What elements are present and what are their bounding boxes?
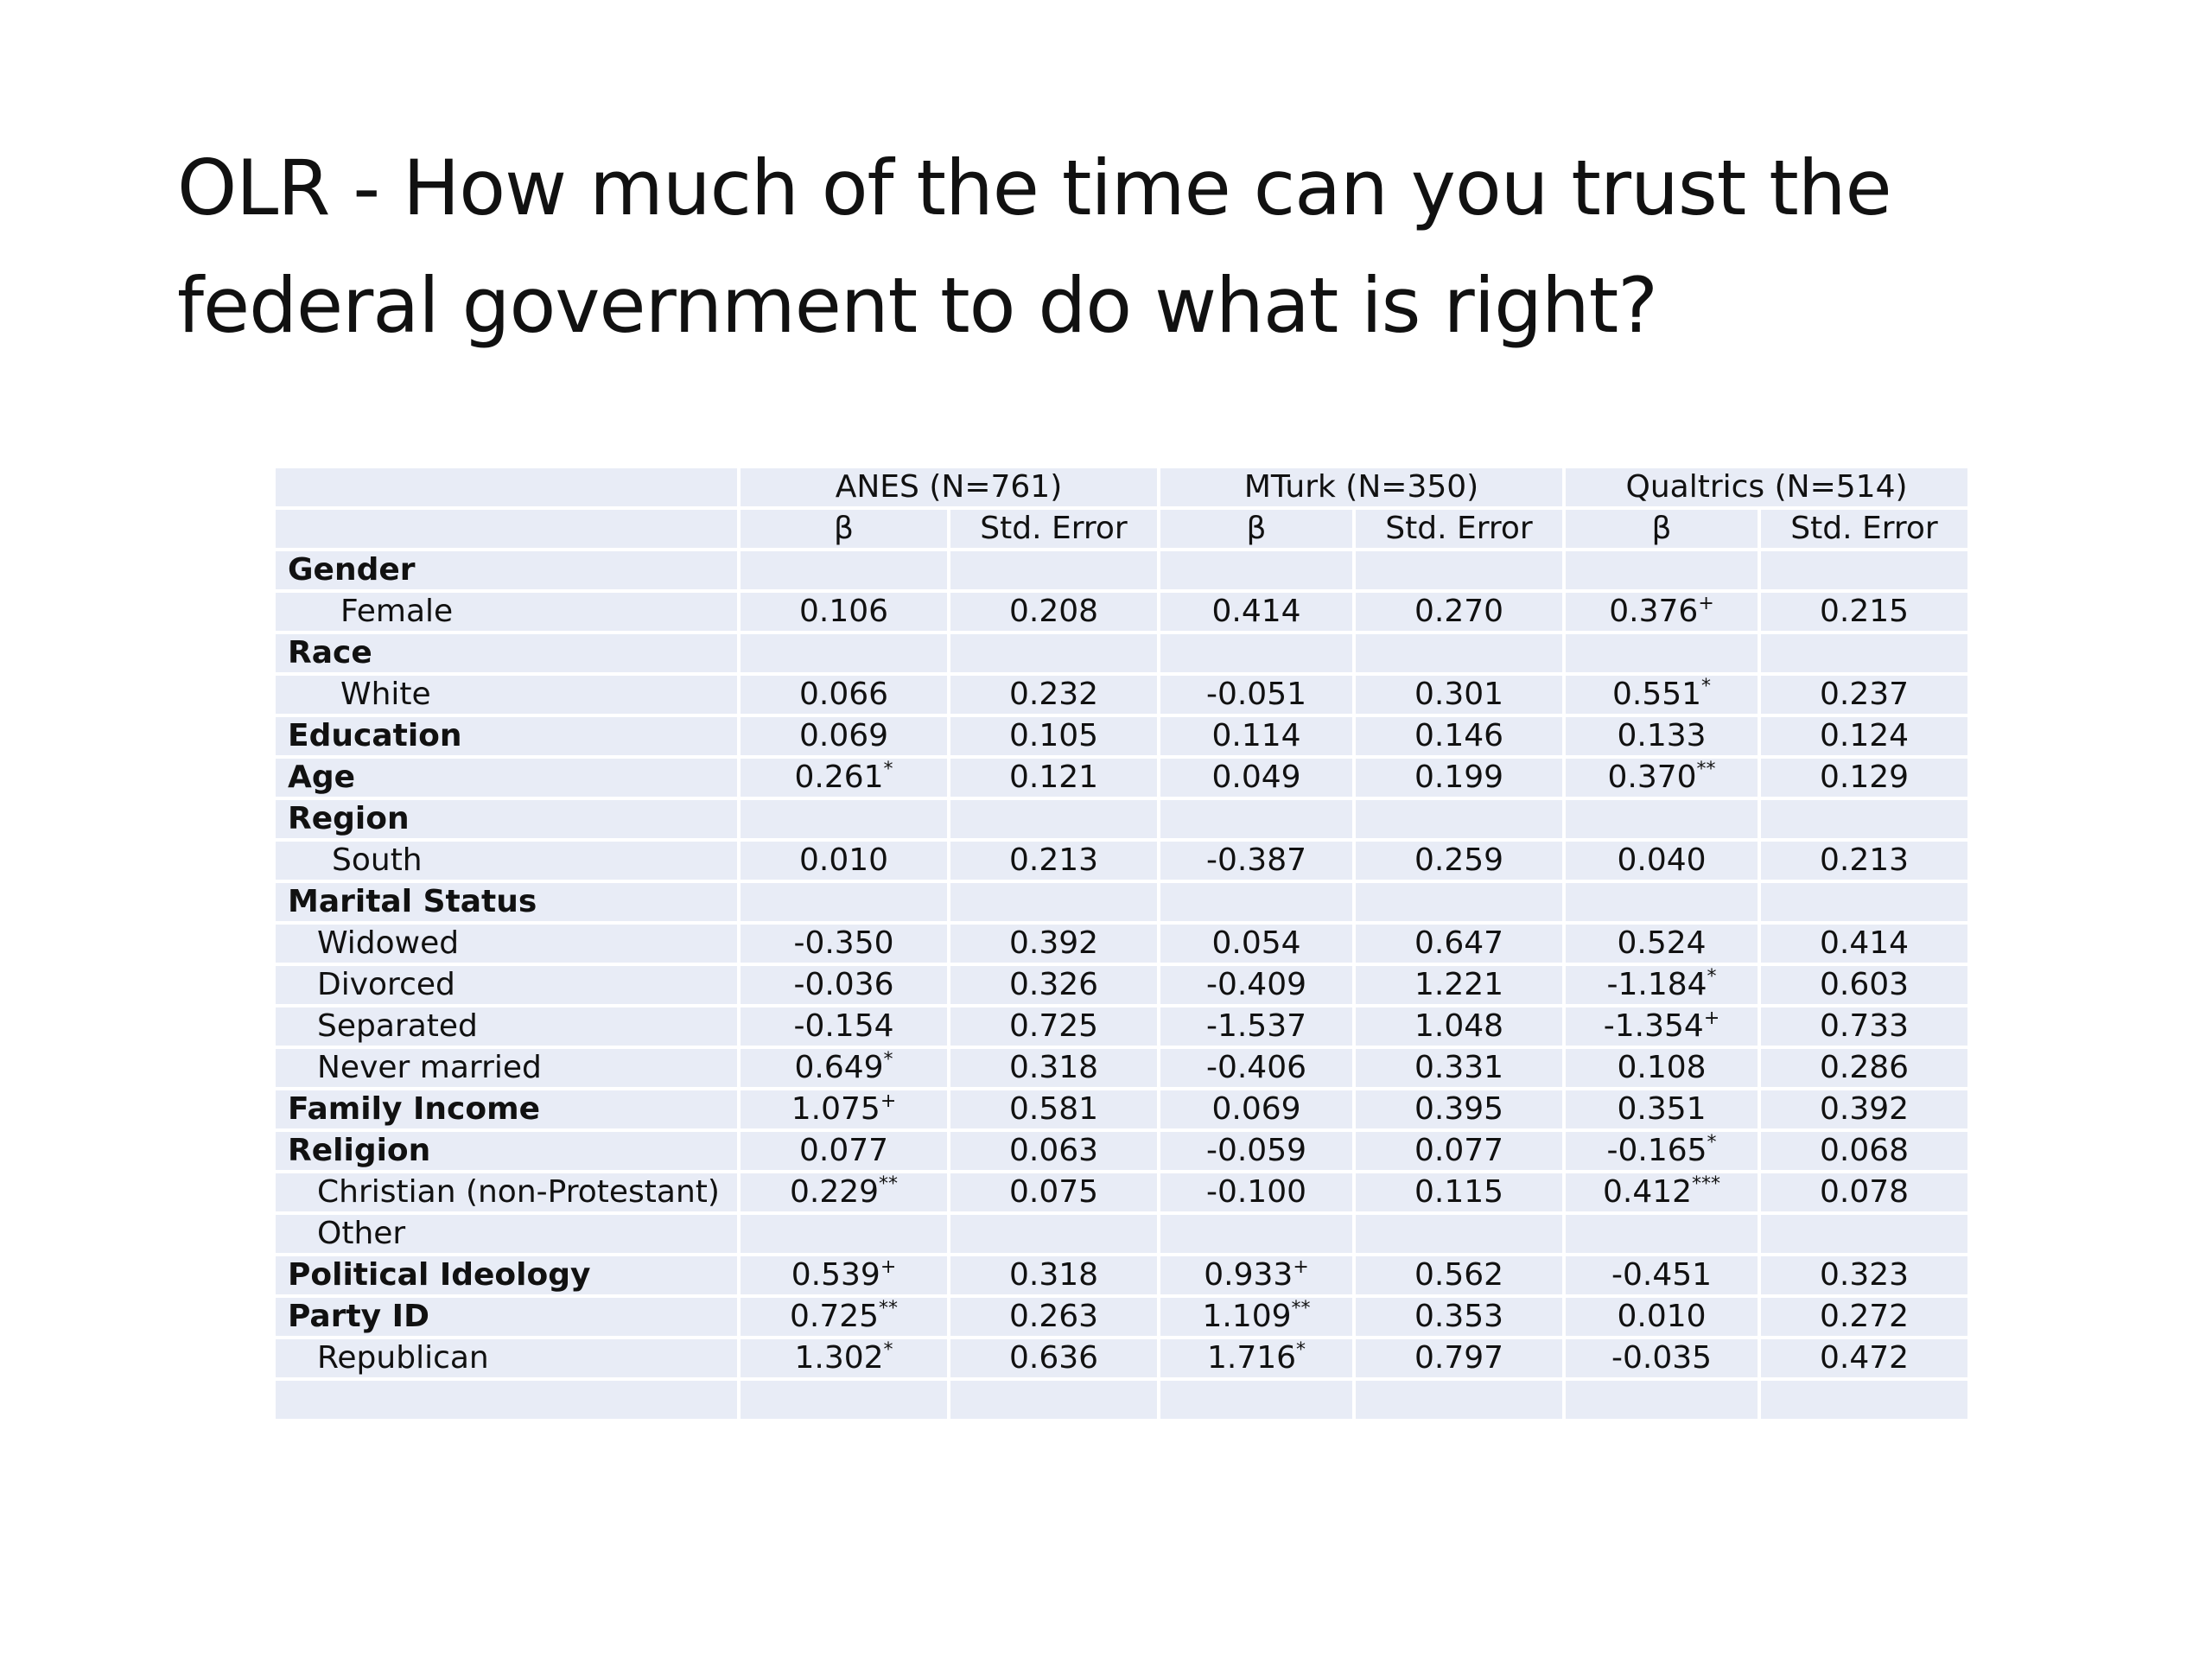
significance-marker: *	[883, 1049, 893, 1071]
significance-marker: +	[1703, 1007, 1720, 1029]
beta-cell	[1159, 550, 1354, 591]
cell-value: 0.392	[1008, 925, 1099, 961]
cell-value: 0.078	[1819, 1174, 1910, 1210]
std-error-cell	[1354, 840, 1564, 881]
table-row	[274, 632, 1969, 674]
beta-cell	[1564, 881, 1759, 923]
std-error-cell	[1354, 550, 1564, 591]
cell-value: 0.049	[1211, 760, 1301, 795]
beta-cell	[1159, 964, 1354, 1006]
cell-value: 0.286	[1819, 1050, 1910, 1085]
cell-value: 0.077	[798, 1133, 889, 1168]
cell-value: 0.069	[1211, 1091, 1301, 1127]
table-row	[274, 550, 1969, 591]
beta-cell	[1159, 1047, 1354, 1089]
std-error-cell	[1354, 1255, 1564, 1296]
header-empty-cell	[274, 467, 739, 508]
beta-cell	[1564, 1172, 1759, 1213]
significance-marker: *	[883, 759, 893, 780]
std-error-cell	[1759, 632, 1969, 674]
std-error-cell	[1354, 1172, 1564, 1213]
cell-value: 0.232	[1008, 677, 1099, 712]
std-error-cell	[949, 1255, 1159, 1296]
cell-value: 0.066	[798, 677, 889, 712]
std-error-cell	[1759, 1255, 1969, 1296]
beta-cell	[739, 1172, 949, 1213]
std-error-cell	[949, 757, 1159, 798]
cell-value: -1.184	[1606, 967, 1707, 1002]
row-label: Divorced	[274, 964, 739, 1006]
cell-value: -1.354	[1603, 1008, 1704, 1044]
beta-cell	[739, 840, 949, 881]
cell-value: 0.215	[1819, 594, 1910, 629]
regression-table	[272, 465, 1971, 1422]
row-label: Education	[274, 715, 739, 757]
cell-value: 0.261	[794, 760, 884, 795]
cell-value: 1.302	[794, 1340, 884, 1376]
cell-value: 0.353	[1414, 1299, 1504, 1334]
row-label: Widowed	[274, 923, 739, 964]
beta-cell	[1564, 632, 1759, 674]
subheader-beta: β	[1564, 508, 1759, 550]
beta-cell	[739, 964, 949, 1006]
std-error-cell	[1759, 798, 1969, 840]
cell-value: 0.040	[1617, 842, 1707, 878]
table-row	[274, 1172, 1969, 1213]
cell-value: 0.229	[789, 1174, 880, 1210]
beta-cell	[739, 881, 949, 923]
cell-value: 0.054	[1211, 925, 1301, 961]
beta-cell	[1564, 798, 1759, 840]
cell-value: 0.146	[1414, 718, 1504, 753]
std-error-cell	[1354, 1006, 1564, 1047]
beta-cell	[1564, 1255, 1759, 1296]
beta-cell	[739, 923, 949, 964]
table-row	[274, 715, 1969, 757]
std-error-cell	[1354, 715, 1564, 757]
table-row	[274, 1130, 1969, 1172]
beta-cell	[1159, 1006, 1354, 1047]
significance-marker: +	[880, 1090, 897, 1112]
std-error-cell	[1354, 591, 1564, 632]
beta-cell	[739, 798, 949, 840]
cell-value: 0.395	[1414, 1091, 1504, 1127]
std-error-cell	[1759, 1130, 1969, 1172]
cell-value: 1.716	[1206, 1340, 1297, 1376]
beta-cell	[1159, 1338, 1354, 1379]
cell-value: 0.063	[1008, 1133, 1099, 1168]
significance-marker: **	[1696, 759, 1716, 780]
cell-value: 1.109	[1202, 1299, 1292, 1334]
beta-cell	[739, 550, 949, 591]
cell-value: 0.414	[1819, 925, 1910, 961]
cell-value: -0.036	[793, 967, 894, 1002]
std-error-cell	[949, 881, 1159, 923]
std-error-cell	[1354, 1130, 1564, 1172]
beta-cell	[1564, 591, 1759, 632]
cell-value: -0.165	[1606, 1133, 1707, 1168]
cell-value: 0.725	[789, 1299, 880, 1334]
beta-cell	[1564, 674, 1759, 715]
beta-cell	[1159, 1255, 1354, 1296]
subheader-std-error: Std. Error	[1354, 508, 1564, 550]
std-error-cell	[1759, 923, 1969, 964]
std-error-cell	[1759, 1089, 1969, 1130]
beta-cell	[739, 674, 949, 715]
std-error-cell	[1354, 1296, 1564, 1338]
row-label: Republican	[274, 1338, 739, 1379]
std-error-cell	[949, 674, 1159, 715]
cell-value: 0.323	[1819, 1257, 1910, 1293]
std-error-cell	[1759, 840, 1969, 881]
cell-value: 0.237	[1819, 677, 1910, 712]
beta-cell	[739, 1047, 949, 1089]
row-label: Separated	[274, 1006, 739, 1047]
subheader-std-error: Std. Error	[949, 508, 1159, 550]
cell-value: 0.105	[1008, 718, 1099, 753]
cell-value: 0.647	[1414, 925, 1504, 961]
std-error-cell	[1354, 1338, 1564, 1379]
cell-value: 0.392	[1819, 1091, 1910, 1127]
std-error-cell	[1354, 757, 1564, 798]
std-error-cell	[1354, 1379, 1564, 1421]
cell-value: 0.213	[1819, 842, 1910, 878]
cell-value: 0.108	[1617, 1050, 1707, 1085]
cell-value: 0.414	[1211, 594, 1301, 629]
beta-cell	[1564, 1296, 1759, 1338]
cell-value: 0.075	[1008, 1174, 1099, 1210]
table-row	[274, 591, 1969, 632]
beta-cell	[1564, 1338, 1759, 1379]
std-error-cell	[1759, 591, 1969, 632]
cell-value: 1.221	[1414, 967, 1504, 1002]
significance-marker: +	[880, 1256, 897, 1278]
cell-value: 0.376	[1609, 594, 1699, 629]
std-error-cell	[1354, 923, 1564, 964]
std-error-cell	[1759, 1296, 1969, 1338]
beta-cell	[1159, 881, 1354, 923]
std-error-cell	[949, 1130, 1159, 1172]
std-error-cell	[1759, 881, 1969, 923]
significance-marker: *	[883, 1339, 893, 1361]
significance-marker: **	[879, 1173, 899, 1195]
cell-value: -0.409	[1205, 967, 1307, 1002]
std-error-cell	[1354, 1089, 1564, 1130]
cell-value: 0.010	[798, 842, 889, 878]
beta-cell	[1159, 1172, 1354, 1213]
std-error-cell	[949, 715, 1159, 757]
table-row	[274, 881, 1969, 923]
std-error-cell	[1354, 674, 1564, 715]
significance-marker: *	[1707, 1132, 1717, 1154]
cell-value: 0.562	[1414, 1257, 1504, 1293]
cell-value: 0.318	[1008, 1257, 1099, 1293]
significance-marker: *	[1296, 1339, 1306, 1361]
cell-value: 0.318	[1008, 1050, 1099, 1085]
beta-cell	[1159, 1089, 1354, 1130]
std-error-cell	[1354, 632, 1564, 674]
cell-value: 0.733	[1819, 1008, 1910, 1044]
cell-value: 0.208	[1008, 594, 1099, 629]
cell-value: -0.350	[793, 925, 894, 961]
std-error-cell	[949, 923, 1159, 964]
row-label: Never married	[274, 1047, 739, 1089]
cell-value: 0.124	[1819, 718, 1910, 753]
std-error-cell	[1759, 1006, 1969, 1047]
cell-value: 0.649	[794, 1050, 884, 1085]
beta-cell	[1159, 591, 1354, 632]
std-error-cell	[949, 591, 1159, 632]
cell-value: 0.199	[1414, 760, 1504, 795]
cell-value: 0.129	[1819, 760, 1910, 795]
row-label: White	[274, 674, 739, 715]
std-error-cell	[949, 840, 1159, 881]
significance-marker: ***	[1692, 1173, 1721, 1195]
row-label: Female	[274, 591, 739, 632]
cell-value: 0.551	[1611, 677, 1702, 712]
cell-value: 0.077	[1414, 1133, 1504, 1168]
cell-value: 0.636	[1008, 1340, 1099, 1376]
std-error-cell	[1759, 964, 1969, 1006]
cell-value: 0.524	[1617, 925, 1707, 961]
cell-value: 0.539	[791, 1257, 880, 1293]
beta-cell	[1564, 964, 1759, 1006]
std-error-cell	[1759, 1172, 1969, 1213]
beta-cell	[1564, 1379, 1759, 1421]
row-label: Age	[274, 757, 739, 798]
beta-cell	[1564, 1006, 1759, 1047]
cell-value: 0.326	[1008, 967, 1099, 1002]
row-label	[274, 1379, 739, 1421]
table-row	[274, 1296, 1969, 1338]
significance-marker: **	[879, 1298, 899, 1319]
beta-cell	[1159, 757, 1354, 798]
beta-cell	[1159, 674, 1354, 715]
std-error-cell	[949, 632, 1159, 674]
cell-value: -1.537	[1205, 1008, 1307, 1044]
significance-marker: **	[1291, 1298, 1311, 1319]
cell-value: 0.933	[1204, 1257, 1294, 1293]
significance-marker: +	[1698, 593, 1714, 614]
table-row	[274, 923, 1969, 964]
table-row	[274, 757, 1969, 798]
std-error-cell	[1759, 1379, 1969, 1421]
std-error-cell	[949, 798, 1159, 840]
row-label: Gender	[274, 550, 739, 591]
beta-cell	[1159, 798, 1354, 840]
cell-value: 0.121	[1008, 760, 1099, 795]
beta-cell	[739, 1255, 949, 1296]
beta-cell	[1159, 632, 1354, 674]
beta-cell	[739, 1089, 949, 1130]
group-header-qualtrics: Qualtrics (N=514)	[1564, 467, 1969, 508]
cell-value: 0.472	[1819, 1340, 1910, 1376]
std-error-cell	[1354, 964, 1564, 1006]
cell-value: 0.412	[1602, 1174, 1693, 1210]
row-label: South	[274, 840, 739, 881]
cell-value: 0.133	[1617, 718, 1707, 753]
std-error-cell	[1759, 1338, 1969, 1379]
beta-cell	[1564, 1213, 1759, 1255]
row-label: Other	[274, 1213, 739, 1255]
cell-value: -0.387	[1205, 842, 1307, 878]
group-header-anes: ANES (N=761)	[739, 467, 1159, 508]
beta-cell	[739, 1296, 949, 1338]
std-error-cell	[1759, 757, 1969, 798]
table-row	[274, 1255, 1969, 1296]
cell-value: 0.270	[1414, 594, 1504, 629]
table-row	[274, 1338, 1969, 1379]
table-row	[274, 1006, 1969, 1047]
cell-value: -0.100	[1205, 1174, 1307, 1210]
cell-value: -0.059	[1205, 1133, 1307, 1168]
std-error-cell	[949, 1338, 1159, 1379]
cell-value: -0.406	[1205, 1050, 1307, 1085]
cell-value: 0.115	[1414, 1174, 1504, 1210]
table-row	[274, 964, 1969, 1006]
beta-cell	[739, 591, 949, 632]
cell-value: 0.272	[1819, 1299, 1910, 1334]
significance-marker: *	[1707, 966, 1717, 988]
std-error-cell	[1354, 1213, 1564, 1255]
significance-marker: *	[1701, 676, 1712, 697]
std-error-cell	[1354, 881, 1564, 923]
beta-cell	[1564, 923, 1759, 964]
std-error-cell	[1759, 1213, 1969, 1255]
std-error-cell	[1354, 798, 1564, 840]
beta-cell	[739, 715, 949, 757]
std-error-cell	[1759, 1047, 1969, 1089]
beta-cell	[1564, 757, 1759, 798]
row-label: Race	[274, 632, 739, 674]
cell-value: 0.259	[1414, 842, 1504, 878]
beta-cell	[1564, 1089, 1759, 1130]
group-header-row	[274, 467, 1969, 508]
row-label: Marital Status	[274, 881, 739, 923]
beta-cell	[739, 632, 949, 674]
row-label: Political Ideology	[274, 1255, 739, 1296]
subheader-beta: β	[739, 508, 949, 550]
cell-value: 0.106	[798, 594, 889, 629]
cell-value: -0.451	[1611, 1257, 1713, 1293]
beta-cell	[739, 1006, 949, 1047]
cell-value: 1.075	[791, 1091, 880, 1127]
beta-cell	[1564, 840, 1759, 881]
beta-cell	[739, 757, 949, 798]
regression-table-container	[272, 465, 1961, 1422]
row-label: Religion	[274, 1130, 739, 1172]
significance-marker: +	[1293, 1256, 1309, 1278]
cell-value: 0.114	[1211, 718, 1301, 753]
beta-cell	[1564, 1047, 1759, 1089]
std-error-cell	[1759, 550, 1969, 591]
cell-value: 0.068	[1819, 1133, 1910, 1168]
cell-value: 0.351	[1617, 1091, 1707, 1127]
beta-cell	[1564, 550, 1759, 591]
cell-value: 0.010	[1617, 1299, 1707, 1334]
beta-cell	[1159, 923, 1354, 964]
subheader-beta: β	[1159, 508, 1354, 550]
row-label: Region	[274, 798, 739, 840]
table-row	[274, 1379, 1969, 1421]
row-label: Party ID	[274, 1296, 739, 1338]
std-error-cell	[949, 1172, 1159, 1213]
beta-cell	[739, 1379, 949, 1421]
table-row	[274, 674, 1969, 715]
cell-value: 0.797	[1414, 1340, 1504, 1376]
beta-cell	[739, 1338, 949, 1379]
table-row	[274, 1047, 1969, 1089]
std-error-cell	[949, 550, 1159, 591]
std-error-cell	[949, 1006, 1159, 1047]
cell-value: 0.069	[798, 718, 889, 753]
cell-value: 0.370	[1607, 760, 1697, 795]
cell-value: -0.154	[793, 1008, 894, 1044]
table-row	[274, 1213, 1969, 1255]
std-error-cell	[949, 1379, 1159, 1421]
beta-cell	[1159, 1130, 1354, 1172]
row-label: Christian (non-Protestant)	[274, 1172, 739, 1213]
row-label: Family Income	[274, 1089, 739, 1130]
beta-cell	[1159, 1379, 1354, 1421]
beta-cell	[1159, 715, 1354, 757]
table-row	[274, 1089, 1969, 1130]
cell-value: 0.301	[1414, 677, 1504, 712]
cell-value: 0.213	[1008, 842, 1099, 878]
cell-value: 0.725	[1008, 1008, 1099, 1044]
subheader-row	[274, 508, 1969, 550]
cell-value: 1.048	[1414, 1008, 1504, 1044]
std-error-cell	[1759, 674, 1969, 715]
cell-value: -0.051	[1205, 677, 1307, 712]
beta-cell	[1564, 715, 1759, 757]
std-error-cell	[1354, 1047, 1564, 1089]
std-error-cell	[1759, 715, 1969, 757]
beta-cell	[1159, 1213, 1354, 1255]
beta-cell	[739, 1130, 949, 1172]
beta-cell	[1159, 1296, 1354, 1338]
table-row	[274, 840, 1969, 881]
std-error-cell	[949, 1089, 1159, 1130]
std-error-cell	[949, 1296, 1159, 1338]
group-header-mturk: MTurk (N=350)	[1159, 467, 1564, 508]
slide-title: OLR - How much of the time can you trust the federal government to do what is right?	[177, 143, 1891, 350]
cell-value: 0.331	[1414, 1050, 1504, 1085]
cell-value: 0.263	[1008, 1299, 1099, 1334]
std-error-cell	[949, 1047, 1159, 1089]
cell-value: -0.035	[1611, 1340, 1713, 1376]
subheader-std-error: Std. Error	[1759, 508, 1969, 550]
beta-cell	[739, 1213, 949, 1255]
cell-value: 0.581	[1008, 1091, 1099, 1127]
table-row	[274, 798, 1969, 840]
subheader-empty-cell	[274, 508, 739, 550]
beta-cell	[1564, 1130, 1759, 1172]
std-error-cell	[949, 1213, 1159, 1255]
beta-cell	[1159, 840, 1354, 881]
std-error-cell	[949, 964, 1159, 1006]
cell-value: 0.603	[1819, 967, 1910, 1002]
